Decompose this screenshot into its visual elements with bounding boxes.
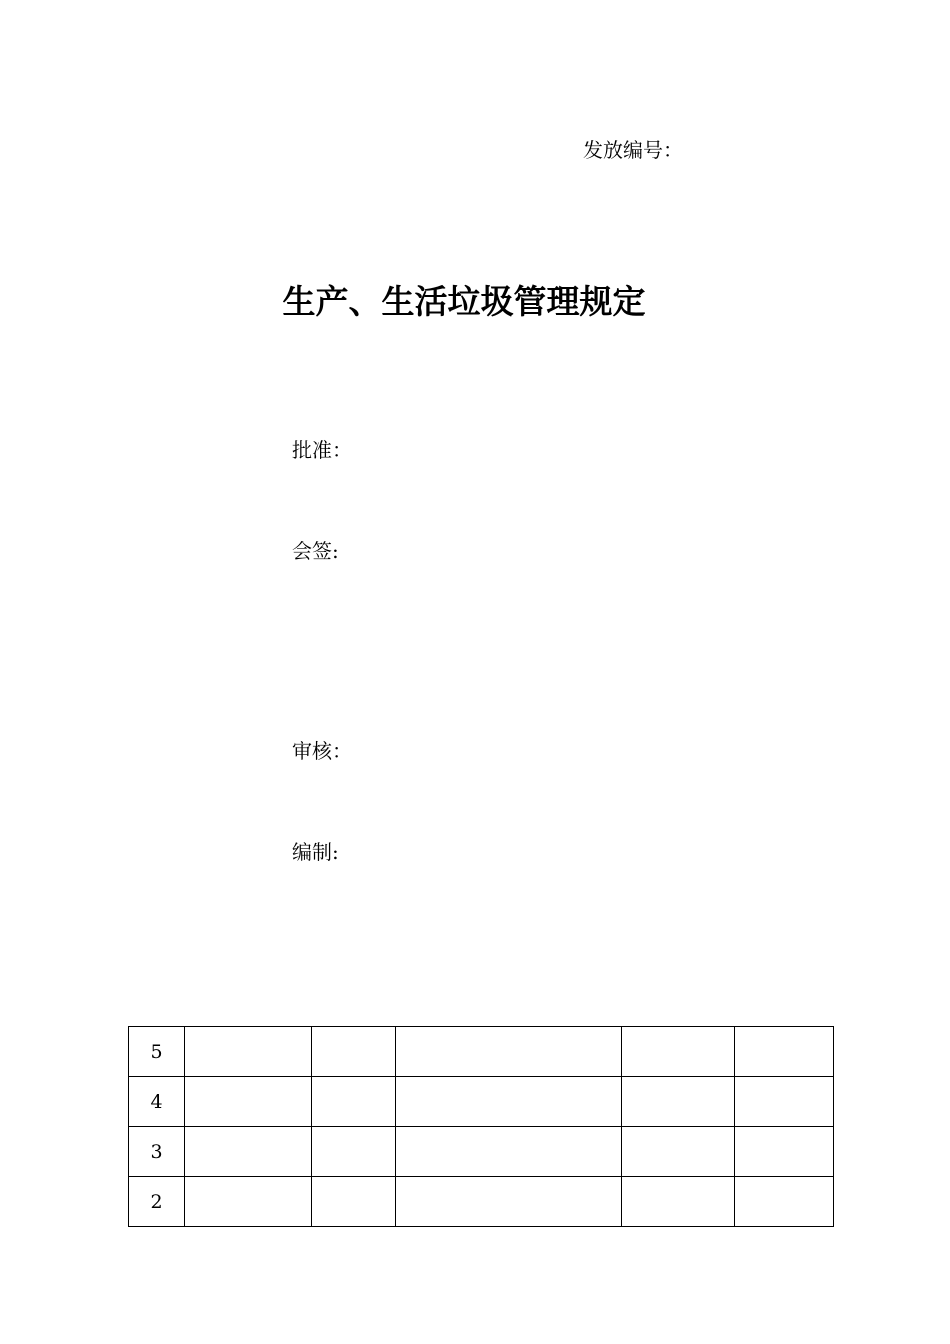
table-cell [396, 1127, 622, 1177]
table-cell [312, 1077, 396, 1127]
table-cell [396, 1027, 622, 1077]
table-row [129, 1127, 834, 1177]
table-cell [396, 1177, 622, 1227]
countersign-label: 会签: [292, 539, 339, 563]
table-cell [735, 1177, 834, 1227]
approve-label: 批准： [292, 438, 352, 462]
revision-table [128, 1026, 834, 1227]
table-cell [312, 1177, 396, 1227]
table-cell [185, 1077, 312, 1127]
issue-number-label: 发放编号： [583, 138, 683, 162]
revision-number-cell: 4 [129, 1077, 185, 1127]
table-cell [735, 1077, 834, 1127]
table-cell [185, 1027, 312, 1077]
table-cell [622, 1177, 735, 1227]
table-row [129, 1077, 834, 1127]
table-cell [185, 1127, 312, 1177]
table-cell [312, 1027, 396, 1077]
table-cell [312, 1127, 396, 1177]
table-cell [735, 1127, 834, 1177]
table-cell [735, 1027, 834, 1077]
revision-number-cell: 5 [129, 1027, 185, 1077]
document-title: 生产、生活垃圾管理规定 [282, 282, 646, 321]
table-cell [396, 1077, 622, 1127]
revision-number-cell: 3 [129, 1127, 185, 1177]
table-cell [622, 1027, 735, 1077]
table-cell [622, 1077, 735, 1127]
table-row [129, 1027, 834, 1077]
table-cell [622, 1127, 735, 1177]
revision-number-cell: 2 [129, 1177, 185, 1227]
compile-label: 编制: [292, 840, 339, 864]
table-cell [185, 1177, 312, 1227]
review-label: 审核： [292, 739, 352, 763]
table-row [129, 1177, 834, 1227]
